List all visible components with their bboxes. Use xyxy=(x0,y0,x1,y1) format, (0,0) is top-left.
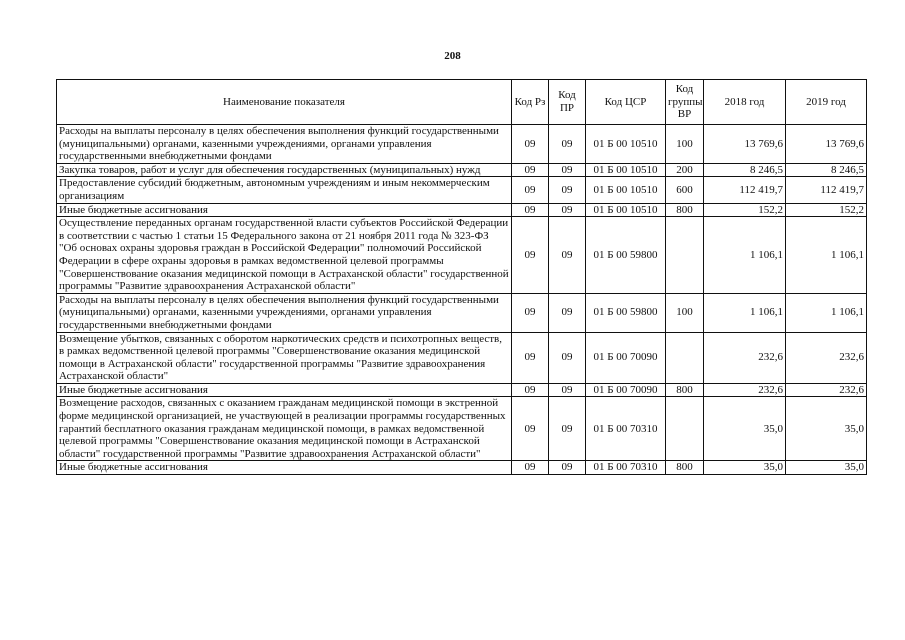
row-2018: 35,0 xyxy=(704,397,786,461)
row-2018: 232,6 xyxy=(704,332,786,383)
row-2019: 1 106,1 xyxy=(786,217,867,294)
row-name: Иные бюджетные ассигнования xyxy=(57,383,512,397)
table-row xyxy=(57,217,867,294)
row-rz: 09 xyxy=(512,293,549,332)
row-2018: 35,0 xyxy=(704,461,786,475)
row-2019: 35,0 xyxy=(786,397,867,461)
header-2018: 2018 год xyxy=(704,80,786,125)
row-2018: 13 769,6 xyxy=(704,125,786,164)
row-csr: 01 Б 00 70090 xyxy=(586,332,666,383)
row-name: Расходы на выплаты персоналу в целях обеспечения выполнения функций государственными (муниципальными) органами, казенными учреждениями, органами управления государственными внебюджетными фондами xyxy=(57,293,512,332)
table-row xyxy=(57,125,867,164)
row-name: Осуществление переданных органам государственной власти субъектов Российской Федерации в соответствии с частью 1 статьи 15 Федерального закона от 21 ноября 2011 года № 323-ФЗ "Об основах охраны здоровья граждан в Российской Федерации" полномочий Российской Федерации в сфере охраны здоровья в рамках ведомственной целевой программы "Совершенствование оказания медицинской помощи в Астраханской области" государственной программы "Развитие здравоохранения Астраханской области" xyxy=(57,217,512,294)
row-vr: 600 xyxy=(666,177,704,203)
header-vr: Код группы ВР xyxy=(666,80,704,125)
row-pr: 09 xyxy=(549,163,586,177)
row-csr: 01 Б 00 59800 xyxy=(586,217,666,294)
table-row xyxy=(57,177,867,203)
row-name: Возмещение убытков, связанных с оборотом наркотических средств и психотропных веществ, в рамках ведомственной целевой программы "Совершенствование оказания медицинской помощи в Астраханской области" государственной программы "Развитие здравоохранения Астраханской области" xyxy=(57,332,512,383)
row-csr: 01 Б 00 10510 xyxy=(586,203,666,217)
row-rz: 09 xyxy=(512,177,549,203)
header-2019: 2019 год xyxy=(786,80,867,125)
row-csr: 01 Б 00 70310 xyxy=(586,461,666,475)
row-2018: 1 106,1 xyxy=(704,293,786,332)
row-name: Закупка товаров, работ и услуг для обеспечения государственных (муниципальных) нужд xyxy=(57,163,512,177)
row-rz: 09 xyxy=(512,203,549,217)
row-2019: 152,2 xyxy=(786,203,867,217)
row-2019: 8 246,5 xyxy=(786,163,867,177)
row-pr: 09 xyxy=(549,397,586,461)
row-vr xyxy=(666,397,704,461)
row-vr xyxy=(666,332,704,383)
row-rz: 09 xyxy=(512,383,549,397)
table-row xyxy=(57,383,867,397)
row-2019: 1 106,1 xyxy=(786,293,867,332)
row-vr: 100 xyxy=(666,293,704,332)
row-2018: 232,6 xyxy=(704,383,786,397)
row-csr: 01 Б 00 70310 xyxy=(586,397,666,461)
row-vr: 200 xyxy=(666,163,704,177)
row-pr: 09 xyxy=(549,203,586,217)
row-pr: 09 xyxy=(549,293,586,332)
row-2019: 232,6 xyxy=(786,332,867,383)
header-csr: Код ЦСР xyxy=(586,80,666,125)
row-vr: 800 xyxy=(666,203,704,217)
page-number: 208 xyxy=(444,50,461,62)
row-csr: 01 Б 00 59800 xyxy=(586,293,666,332)
row-name: Расходы на выплаты персоналу в целях обеспечения выполнения функций государственными (муниципальными) органами, казенными учреждениями, органами управления государственными внебюджетными фондами xyxy=(57,125,512,164)
table-row xyxy=(57,332,867,383)
row-pr: 09 xyxy=(549,125,586,164)
row-pr: 09 xyxy=(549,332,586,383)
row-vr: 800 xyxy=(666,461,704,475)
row-2018: 152,2 xyxy=(704,203,786,217)
row-2019: 232,6 xyxy=(786,383,867,397)
header-pr: Код ПР xyxy=(549,80,586,125)
row-csr: 01 Б 00 10510 xyxy=(586,177,666,203)
row-vr: 100 xyxy=(666,125,704,164)
row-2019: 13 769,6 xyxy=(786,125,867,164)
header-name: Наименование показателя xyxy=(57,80,512,125)
row-vr: 800 xyxy=(666,383,704,397)
row-csr: 01 Б 00 10510 xyxy=(586,125,666,164)
table-row xyxy=(57,293,867,332)
row-name: Иные бюджетные ассигнования xyxy=(57,203,512,217)
row-pr: 09 xyxy=(549,383,586,397)
row-csr: 01 Б 00 70090 xyxy=(586,383,666,397)
row-2018: 8 246,5 xyxy=(704,163,786,177)
table-header-row xyxy=(57,80,867,125)
table-row xyxy=(57,461,867,475)
row-vr xyxy=(666,217,704,294)
row-pr: 09 xyxy=(549,461,586,475)
header-rz: Код Рз xyxy=(512,80,549,125)
row-pr: 09 xyxy=(549,217,586,294)
row-rz: 09 xyxy=(512,332,549,383)
row-2019: 112 419,7 xyxy=(786,177,867,203)
table-row xyxy=(57,203,867,217)
row-2019: 35,0 xyxy=(786,461,867,475)
row-rz: 09 xyxy=(512,397,549,461)
row-2018: 112 419,7 xyxy=(704,177,786,203)
row-csr: 01 Б 00 10510 xyxy=(586,163,666,177)
table-row xyxy=(57,163,867,177)
row-name: Возмещение расходов, связанных с оказанием гражданам медицинской помощи в экстренной форме медицинской организацией, не участвующей в реализации программы государственных гарантий бесплатного оказания гражданам медицинской помощи, в рамках ведомственной целевой программы "Совершенствование оказания медицинской помощи в Астраханской области" государственной программы "Развитие здравоохранения Астраханской области" xyxy=(57,397,512,461)
row-rz: 09 xyxy=(512,461,549,475)
budget-table xyxy=(56,79,867,475)
row-name: Иные бюджетные ассигнования xyxy=(57,461,512,475)
row-rz: 09 xyxy=(512,217,549,294)
row-rz: 09 xyxy=(512,125,549,164)
table-row xyxy=(57,397,867,461)
row-name: Предоставление субсидий бюджетным, автономным учреждениям и иным некоммерческим организациям xyxy=(57,177,512,203)
row-rz: 09 xyxy=(512,163,549,177)
row-pr: 09 xyxy=(549,177,586,203)
row-2018: 1 106,1 xyxy=(704,217,786,294)
